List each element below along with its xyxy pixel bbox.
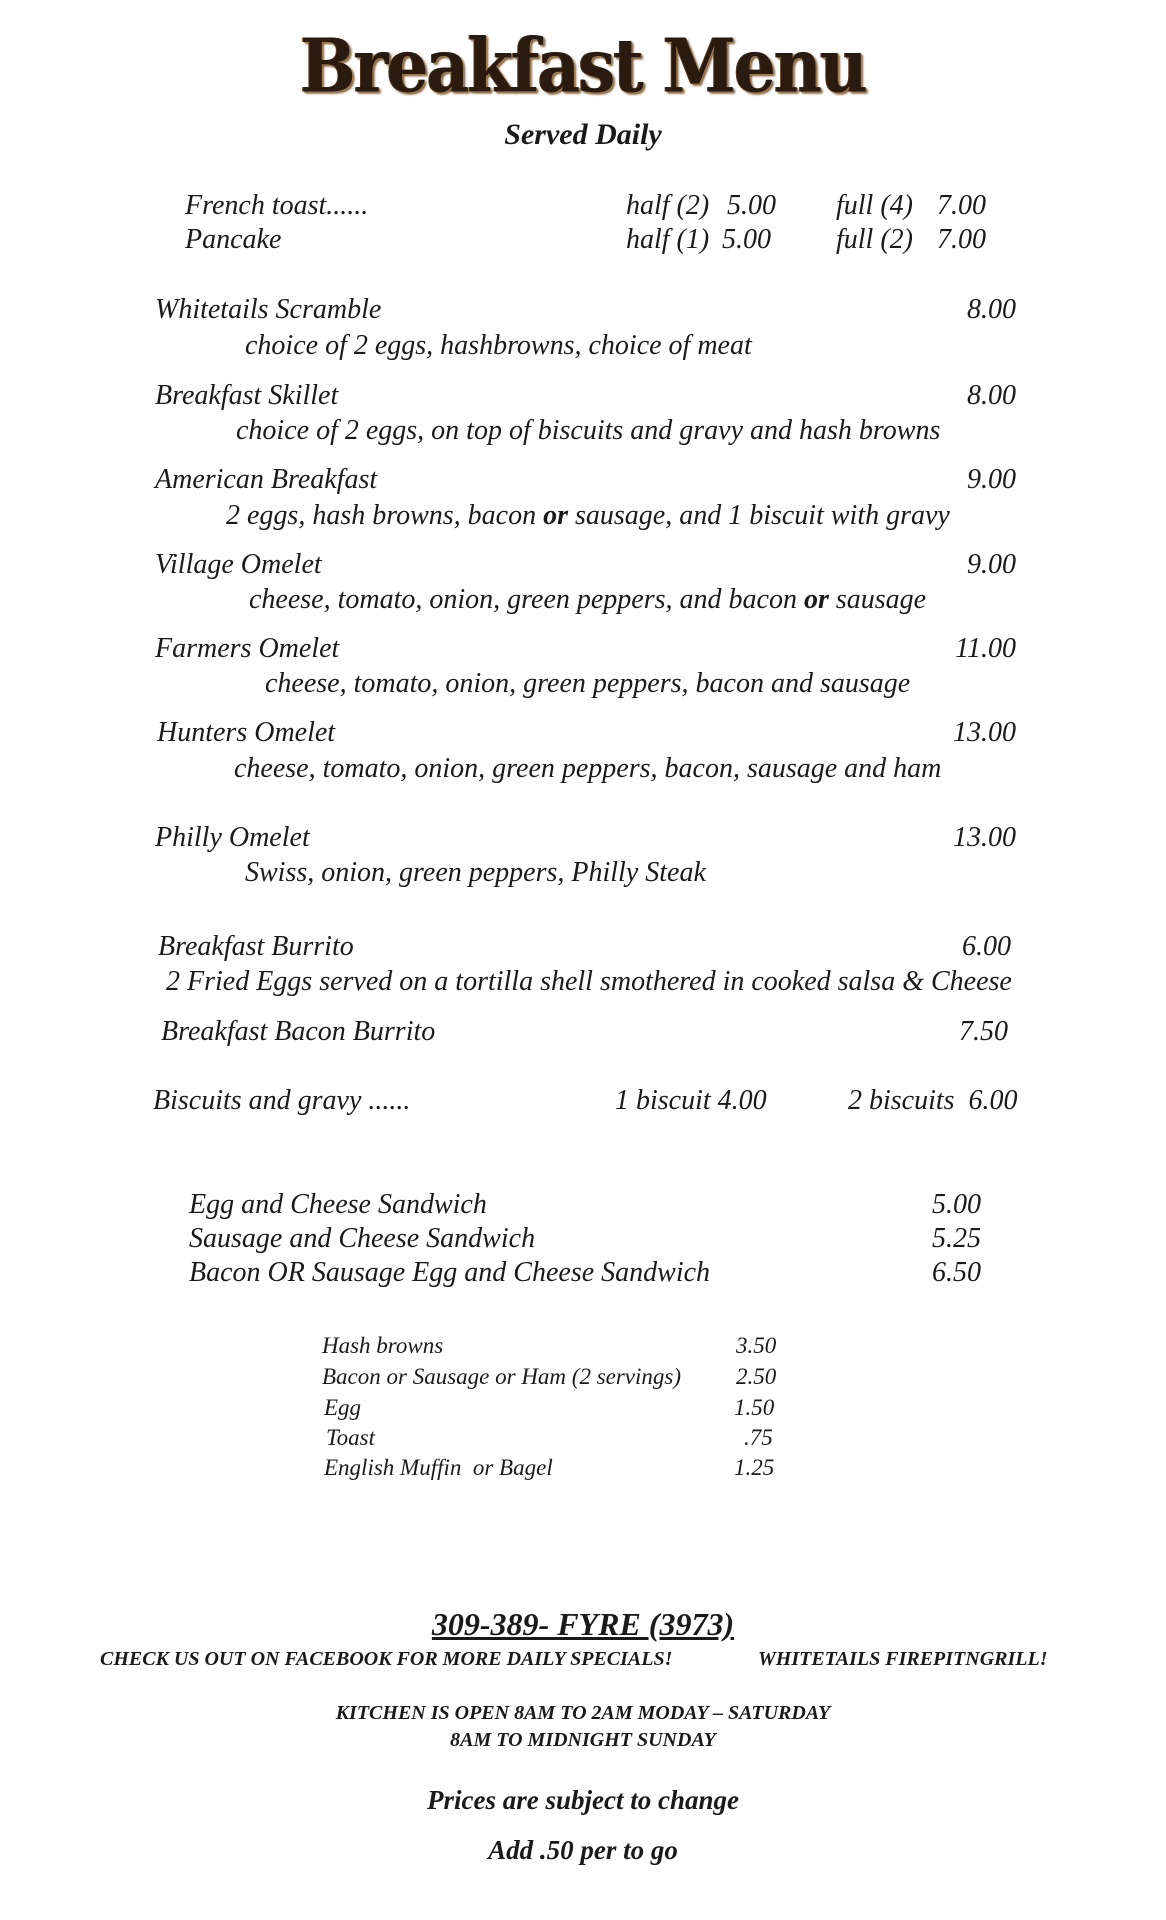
item-description: Swiss, onion, green peppers, Philly Steak (245, 857, 706, 888)
item-name: Breakfast Bacon Burrito (161, 1016, 436, 1047)
item-half-label: half (1) (626, 224, 710, 255)
side-name: Hash browns (322, 1333, 444, 1358)
item-description: cheese, tomato, onion, green peppers, bacon, sausage and ham (234, 753, 942, 784)
item-price: 13.00 (953, 822, 1016, 853)
item-price: 8.00 (967, 294, 1016, 325)
item-name: Hunters Omelet (157, 717, 336, 748)
sandwich-name: Sausage and Cheese Sandwich (189, 1223, 536, 1254)
item-name: Village Omelet (155, 549, 322, 580)
item-description: 2 eggs, hash browns, bacon or sausage, and 1 biscuit with gravy (226, 500, 950, 531)
item-option: 2 biscuits 6.00 (848, 1085, 1018, 1116)
to-go-note: Add .50 per to go (488, 1835, 678, 1865)
item-name: Whitetails Scramble (155, 294, 382, 325)
item-full-label: full (2) (836, 224, 913, 255)
side-name: Bacon or Sausage or Ham (2 servings) (322, 1364, 682, 1389)
sandwich-name: Bacon OR Sausage Egg and Cheese Sandwich (189, 1257, 711, 1288)
item-price: 9.00 (967, 464, 1016, 495)
side-price: 1.50 (734, 1395, 775, 1420)
item-half-price: 5.00 (727, 190, 776, 221)
menu-title: Breakfast Menu (300, 22, 866, 110)
item-full-price: 7.00 (937, 190, 986, 221)
item-price: 9.00 (967, 549, 1016, 580)
menu-subtitle: Served Daily (504, 118, 662, 151)
side-price: 2.50 (736, 1364, 777, 1389)
item-price: 13.00 (953, 717, 1016, 748)
item-name: American Breakfast (155, 464, 378, 495)
side-price: 3.50 (736, 1333, 777, 1358)
kitchen-hours: KITCHEN IS OPEN 8AM TO 2AM MODAY – SATURDAY (335, 1702, 831, 1724)
item-description: choice of 2 eggs, hashbrowns, choice of meat (245, 330, 752, 361)
price-note: Prices are subject to change (427, 1785, 739, 1815)
item-half-price: 5.00 (722, 224, 771, 255)
item-description: cheese, tomato, onion, green peppers, and bacon or sausage (249, 584, 927, 615)
item-name: Biscuits and gravy ...... (153, 1085, 411, 1116)
side-price: 1.25 (734, 1455, 775, 1480)
side-name: English Muffin or Bagel (324, 1455, 553, 1480)
side-name: Toast (326, 1425, 376, 1450)
side-name: Egg (324, 1395, 362, 1420)
item-full-label: full (4) (836, 190, 913, 221)
item-price: 6.00 (962, 931, 1011, 962)
sandwich-name: Egg and Cheese Sandwich (189, 1189, 487, 1220)
item-name: Farmers Omelet (155, 633, 340, 664)
facebook-note: CHECK US OUT ON FACEBOOK FOR MORE DAILY SPECIALS! (100, 1648, 673, 1670)
item-description: choice of 2 eggs, on top of biscuits and gravy and hash browns (236, 415, 941, 446)
sandwich-price: 5.25 (932, 1223, 981, 1254)
facebook-name: WHITETAILS FIREPITNGRILL! (758, 1648, 1048, 1670)
item-name: Philly Omelet (155, 822, 310, 853)
kitchen-hours-sunday: 8AM TO MIDNIGHT SUNDAY (450, 1729, 716, 1751)
phone-number: 309-389- FYRE (3973) (431, 1606, 735, 1642)
sandwich-price: 5.00 (932, 1189, 981, 1220)
item-full-price: 7.00 (937, 224, 986, 255)
item-price: 8.00 (967, 380, 1016, 411)
item-name: Breakfast Burrito (158, 931, 354, 962)
item-option: 1 biscuit 4.00 (615, 1085, 767, 1116)
sandwich-price: 6.50 (932, 1257, 981, 1288)
item-price: 7.50 (959, 1016, 1008, 1047)
item-name: Breakfast Skillet (155, 380, 339, 411)
item-description: 2 Fried Eggs served on a tortilla shell smothered in cooked salsa & Cheese (166, 966, 1012, 997)
item-name: French toast...... (185, 190, 369, 221)
side-price: .75 (744, 1425, 773, 1450)
item-price: 11.00 (955, 633, 1016, 664)
item-half-label: half (2) (626, 190, 710, 221)
item-description: cheese, tomato, onion, green peppers, bacon and sausage (265, 668, 911, 699)
item-name: Pancake (185, 224, 282, 255)
